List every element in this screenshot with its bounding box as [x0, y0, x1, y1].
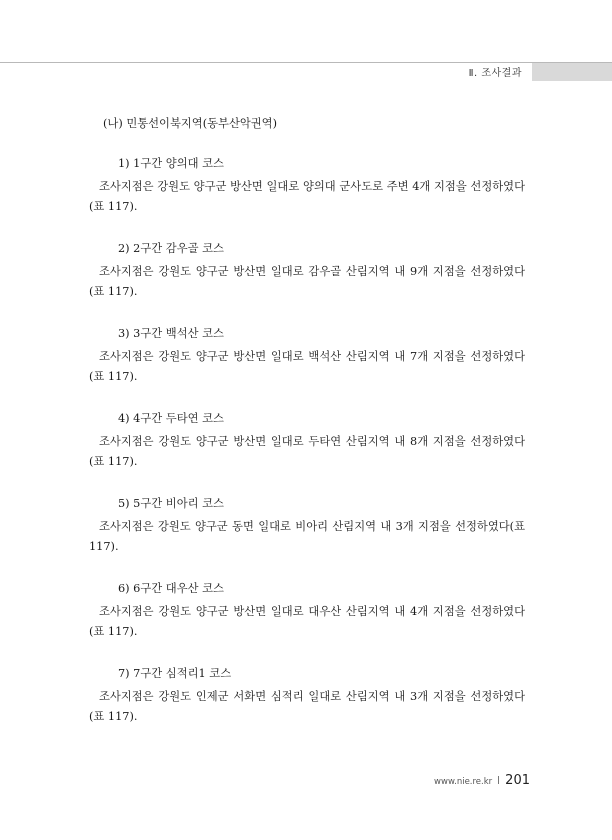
course-description-text: 조사지점은 강원도 양구군 방산면 일대로 백석산 산림지역 내 7개 지점을 선정하였다(표 117).: [89, 350, 525, 383]
course-description-text: 조사지점은 강원도 양구군 방산면 일대로 감우골 산림지역 내 9개 지점을 선정하였다(표 117).: [89, 265, 525, 298]
course-heading: 3) 3구간 백석산 코스: [118, 327, 224, 340]
footer-url[interactable]: www.nie.re.kr: [434, 777, 493, 787]
course-heading: 4) 4구간 두타연 코스: [118, 412, 224, 425]
course-1: [89, 156, 525, 217]
course-6: [89, 581, 525, 642]
page-footer: [434, 773, 530, 788]
course-heading: 5) 5구간 비아리 코스: [118, 497, 224, 510]
course-description-text: 조사지점은 강원도 양구군 방산면 일대로 대우산 산림지역 내 4개 지점을 선정하였다(표 117).: [89, 605, 525, 638]
course-2: [89, 241, 525, 302]
chapter-tab: [532, 63, 612, 81]
course-7: [89, 666, 525, 727]
course-description: [89, 177, 525, 217]
course-heading: 1) 1구간 양의대 코스: [118, 157, 224, 170]
course-description: [89, 687, 525, 727]
course-heading: 2) 2구간 감우골 코스: [118, 242, 224, 255]
chapter-label: Ⅱ. 조사결과: [468, 68, 522, 79]
course-heading: 6) 6구간 대우산 코스: [118, 582, 224, 595]
course-description-text: 조사지점은 강원도 양구군 방산면 일대로 양의대 군사도로 주변 4개 지점을 선정하였다(표 117).: [89, 180, 525, 213]
course-description: [89, 602, 525, 642]
course-description: [89, 347, 525, 387]
course-description: [89, 432, 525, 472]
page-number: 201: [505, 773, 530, 788]
header-rule: [0, 62, 612, 63]
footer-divider: [498, 776, 499, 784]
section-heading: (나) 민통선이북지역(동부산악권역): [103, 117, 278, 130]
course-4: [89, 411, 525, 472]
course-5: [89, 496, 525, 557]
course-description-text: 조사지점은 강원도 양구군 동면 일대로 비아리 산림지역 내 3개 지점을 선정하였다(표 117).: [89, 520, 525, 553]
course-description: [89, 262, 525, 302]
course-description: [89, 517, 525, 557]
course-description-text: 조사지점은 강원도 인제군 서화면 심적리 일대로 산림지역 내 3개 지점을 선정하였다(표 117).: [89, 690, 525, 723]
page-content: [89, 116, 525, 751]
course-3: [89, 326, 525, 387]
course-heading: 7) 7구간 심적리1 코스: [118, 667, 232, 680]
course-description-text: 조사지점은 강원도 양구군 방산면 일대로 두타연 산림지역 내 8개 지점을 선정하였다(표 117).: [89, 435, 525, 468]
